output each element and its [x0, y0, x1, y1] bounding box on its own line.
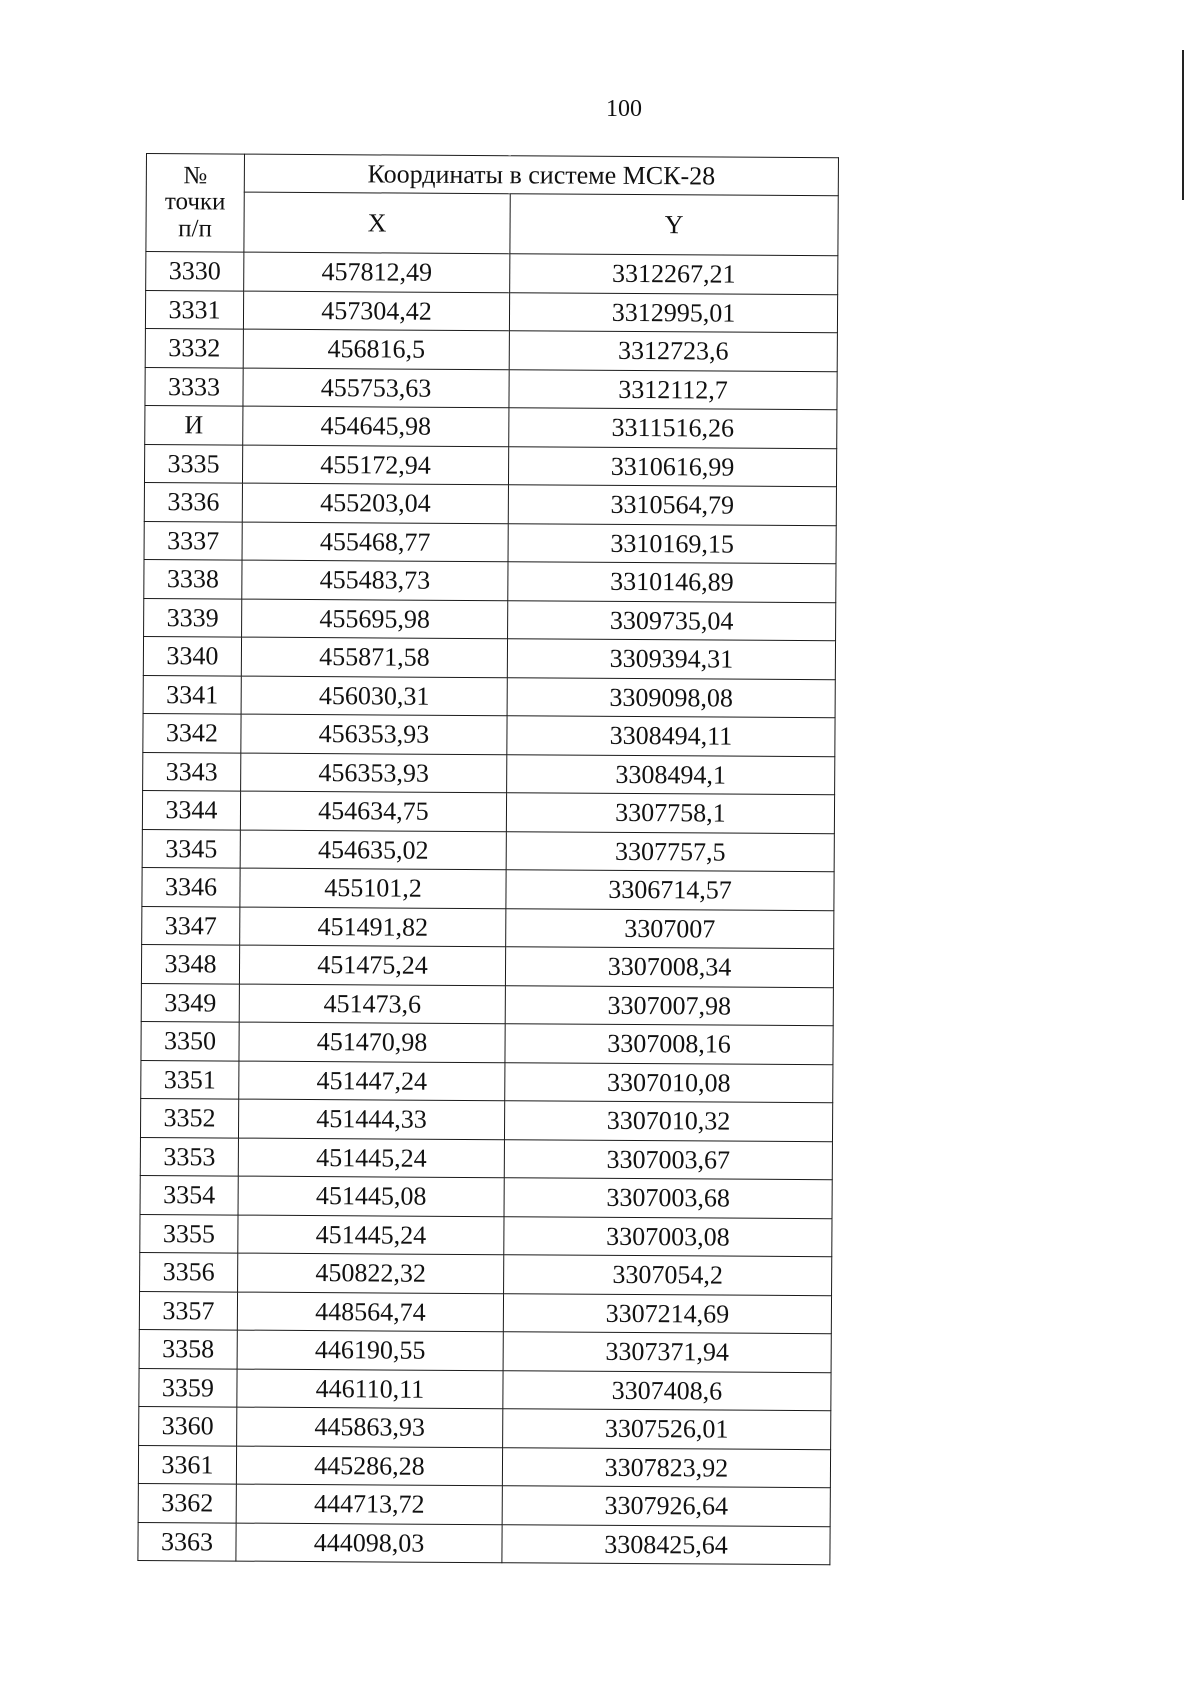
table-row	[141, 944, 833, 987]
y-coordinate-cell: 3307007,98	[505, 985, 833, 1026]
table-header	[146, 154, 839, 256]
x-coordinate-cell: 455172,94	[242, 445, 508, 485]
x-coordinate-cell: 454634,75	[240, 791, 506, 831]
y-coordinate-cell: 3307003,68	[504, 1178, 832, 1219]
table-row	[140, 1252, 832, 1295]
x-coordinate-cell: 445863,93	[237, 1407, 503, 1447]
x-coordinate-cell: 457812,49	[244, 252, 510, 292]
table-row	[144, 444, 836, 487]
y-coordinate-cell: 3311516,26	[509, 408, 837, 449]
point-number-cell: 3342	[143, 713, 241, 752]
point-number-cell: 3359	[139, 1368, 237, 1407]
y-coordinate-cell: 3307003,08	[504, 1216, 832, 1257]
y-coordinate-cell: 3309394,31	[507, 639, 835, 680]
point-number-cell: 3330	[146, 252, 244, 291]
y-coordinate-cell: 3307823,92	[502, 1447, 830, 1488]
y-coordinate-cell: 3308425,64	[502, 1524, 830, 1565]
point-number-cell: 3346	[142, 867, 240, 906]
point-number-cell: 3358	[139, 1329, 237, 1368]
y-coordinate-cell: 3307010,32	[504, 1101, 832, 1142]
table-row	[144, 521, 836, 564]
y-coordinate-cell: 3307214,69	[503, 1293, 831, 1334]
x-coordinate-cell: 451444,33	[238, 1099, 504, 1139]
table-row	[145, 290, 837, 333]
table-row	[141, 1060, 833, 1103]
y-coordinate-cell: 3307926,64	[502, 1486, 830, 1527]
point-number-cell: 3341	[143, 675, 241, 714]
point-number-cell: 3338	[144, 559, 242, 598]
table-row	[140, 1214, 832, 1257]
y-coordinate-cell: 3312267,21	[510, 254, 838, 295]
point-number-cell: 3363	[138, 1522, 236, 1561]
y-coordinate-cell: 3307007	[506, 908, 834, 949]
x-coordinate-cell: 451445,24	[238, 1138, 504, 1178]
x-coordinate-cell: 455468,77	[242, 522, 508, 562]
point-number-cell: 3339	[144, 598, 242, 637]
point-number-cell: 3336	[144, 482, 242, 521]
table-row	[144, 559, 836, 602]
table-row	[142, 790, 834, 833]
y-coordinate-cell: 3308494,11	[507, 716, 835, 757]
point-number-cell: 3331	[145, 290, 243, 329]
table-row	[139, 1406, 831, 1449]
x-coordinate-cell: 455483,73	[242, 560, 508, 600]
x-coordinate-cell: 455101,2	[240, 868, 506, 908]
x-coordinate-cell: 451470,98	[239, 1022, 505, 1062]
header-row-top	[146, 154, 838, 196]
y-coordinate-cell: 3312112,7	[509, 369, 837, 410]
table-body	[138, 252, 838, 1565]
point-number-header-line-2: точки	[164, 188, 226, 216]
point-number-cell: 3352	[140, 1098, 238, 1137]
table-row	[145, 328, 837, 371]
point-number-cell: 3344	[142, 790, 240, 829]
point-number-cell: 3349	[141, 983, 239, 1022]
point-number-cell: 3350	[141, 1021, 239, 1060]
table-row	[142, 906, 834, 949]
x-coordinate-cell: 455695,98	[242, 599, 508, 639]
table-row	[143, 752, 835, 795]
y-coordinate-cell: 3307371,94	[503, 1332, 831, 1373]
table-row	[139, 1291, 831, 1334]
point-number-header-line-3: п/п	[178, 214, 212, 243]
table-row	[138, 1522, 830, 1565]
table-row	[143, 675, 835, 718]
x-coordinate-cell: 451445,24	[238, 1215, 504, 1255]
point-number-header-line-1: №	[183, 162, 208, 190]
point-number-cell: 3353	[140, 1137, 238, 1176]
x-coordinate-cell: 454645,98	[243, 406, 509, 446]
table-row	[146, 252, 838, 295]
x-coordinate-cell: 451475,24	[239, 945, 505, 985]
table-row	[138, 1483, 830, 1526]
y-coordinate-cell: 3307054,2	[504, 1255, 832, 1296]
table-row	[141, 983, 833, 1026]
point-number-cell: 3360	[139, 1406, 237, 1445]
point-number-cell: 3337	[144, 521, 242, 560]
x-coordinate-cell: 454635,02	[240, 830, 506, 870]
point-number-cell: 3354	[140, 1175, 238, 1214]
table-row	[145, 367, 837, 410]
point-number-cell: 3356	[140, 1252, 238, 1291]
table-row	[141, 1021, 833, 1064]
x-coordinate-cell: 456816,5	[243, 329, 509, 369]
point-number-cell: 3361	[138, 1445, 236, 1484]
y-column-header: Y	[510, 194, 838, 256]
x-coordinate-cell: 451491,82	[240, 907, 506, 947]
y-coordinate-cell: 3310564,79	[508, 485, 836, 526]
point-number-cell: 3343	[143, 752, 241, 791]
page-number: 100	[606, 96, 642, 122]
table-row	[139, 1368, 831, 1411]
x-coordinate-cell: 457304,42	[243, 291, 509, 331]
x-coordinate-cell: 456030,31	[241, 676, 507, 716]
point-number-cell: 3333	[145, 367, 243, 406]
point-number-cell: 3351	[141, 1060, 239, 1099]
point-number-cell: 3340	[143, 636, 241, 675]
y-coordinate-cell: 3307408,6	[503, 1370, 831, 1411]
table-row	[144, 482, 836, 525]
x-coordinate-cell: 448564,74	[237, 1292, 503, 1332]
table-row	[145, 405, 837, 448]
y-coordinate-cell: 3307526,01	[503, 1409, 831, 1450]
y-coordinate-cell: 3307758,1	[506, 793, 834, 834]
point-number-cell: 3345	[142, 829, 240, 868]
x-coordinate-cell: 450822,32	[238, 1253, 504, 1293]
x-coordinate-cell: 455753,63	[243, 368, 509, 408]
table-row	[140, 1098, 832, 1141]
point-number-cell: 3357	[139, 1291, 237, 1330]
y-coordinate-cell: 3310169,15	[508, 523, 836, 564]
x-coordinate-cell: 446190,55	[237, 1330, 503, 1370]
table-row	[144, 598, 836, 641]
x-coordinate-cell: 455871,58	[241, 637, 507, 677]
point-number-cell: 3362	[138, 1483, 236, 1522]
y-coordinate-cell: 3309098,08	[507, 677, 835, 718]
x-coordinate-cell: 444098,03	[236, 1523, 502, 1563]
point-number-cell: 3355	[140, 1214, 238, 1253]
x-coordinate-cell: 456353,93	[241, 714, 507, 754]
y-coordinate-cell: 3310616,99	[508, 446, 836, 487]
y-coordinate-cell: 3306714,57	[506, 870, 834, 911]
table-row	[142, 829, 834, 872]
table-row	[143, 636, 835, 679]
table-row	[143, 713, 835, 756]
header-row-bottom	[146, 192, 838, 256]
table-row	[142, 867, 834, 910]
x-coordinate-cell: 444713,72	[236, 1484, 502, 1524]
coordinates-table	[137, 153, 839, 1565]
y-coordinate-cell: 3308494,1	[507, 754, 835, 795]
y-coordinate-cell: 3307010,08	[505, 1062, 833, 1103]
x-coordinate-cell: 451445,08	[238, 1176, 504, 1216]
coordinates-group-header: Координаты в системе МСК-28	[244, 154, 838, 196]
point-number-cell: 3348	[141, 944, 239, 983]
y-coordinate-cell: 3310146,89	[508, 562, 836, 603]
table-row	[140, 1175, 832, 1218]
point-number-cell: 3332	[145, 328, 243, 367]
table-row	[138, 1445, 830, 1488]
y-coordinate-cell: 3312995,01	[509, 292, 837, 333]
x-coordinate-cell: 445286,28	[236, 1446, 502, 1486]
table-row	[140, 1137, 832, 1180]
table-row	[139, 1329, 831, 1372]
point-number-header	[146, 154, 245, 253]
point-number-cell: 3335	[144, 444, 242, 483]
point-number-cell: И	[145, 405, 243, 444]
y-coordinate-cell: 3307008,34	[505, 947, 833, 988]
y-coordinate-cell: 3307757,5	[506, 831, 834, 872]
x-coordinate-cell: 455203,04	[242, 483, 508, 523]
y-coordinate-cell: 3312723,6	[509, 331, 837, 372]
y-coordinate-cell: 3307008,16	[505, 1024, 833, 1065]
scan-edge-line	[1182, 50, 1184, 200]
x-coordinate-cell: 451447,24	[239, 1061, 505, 1101]
y-coordinate-cell: 3309735,04	[508, 600, 836, 641]
point-number-cell: 3347	[142, 906, 240, 945]
x-coordinate-cell: 451473,6	[239, 984, 505, 1024]
x-coordinate-cell: 446110,11	[237, 1369, 503, 1409]
x-column-header: X	[244, 192, 510, 254]
x-coordinate-cell: 456353,93	[241, 753, 507, 793]
y-coordinate-cell: 3307003,67	[504, 1139, 832, 1180]
